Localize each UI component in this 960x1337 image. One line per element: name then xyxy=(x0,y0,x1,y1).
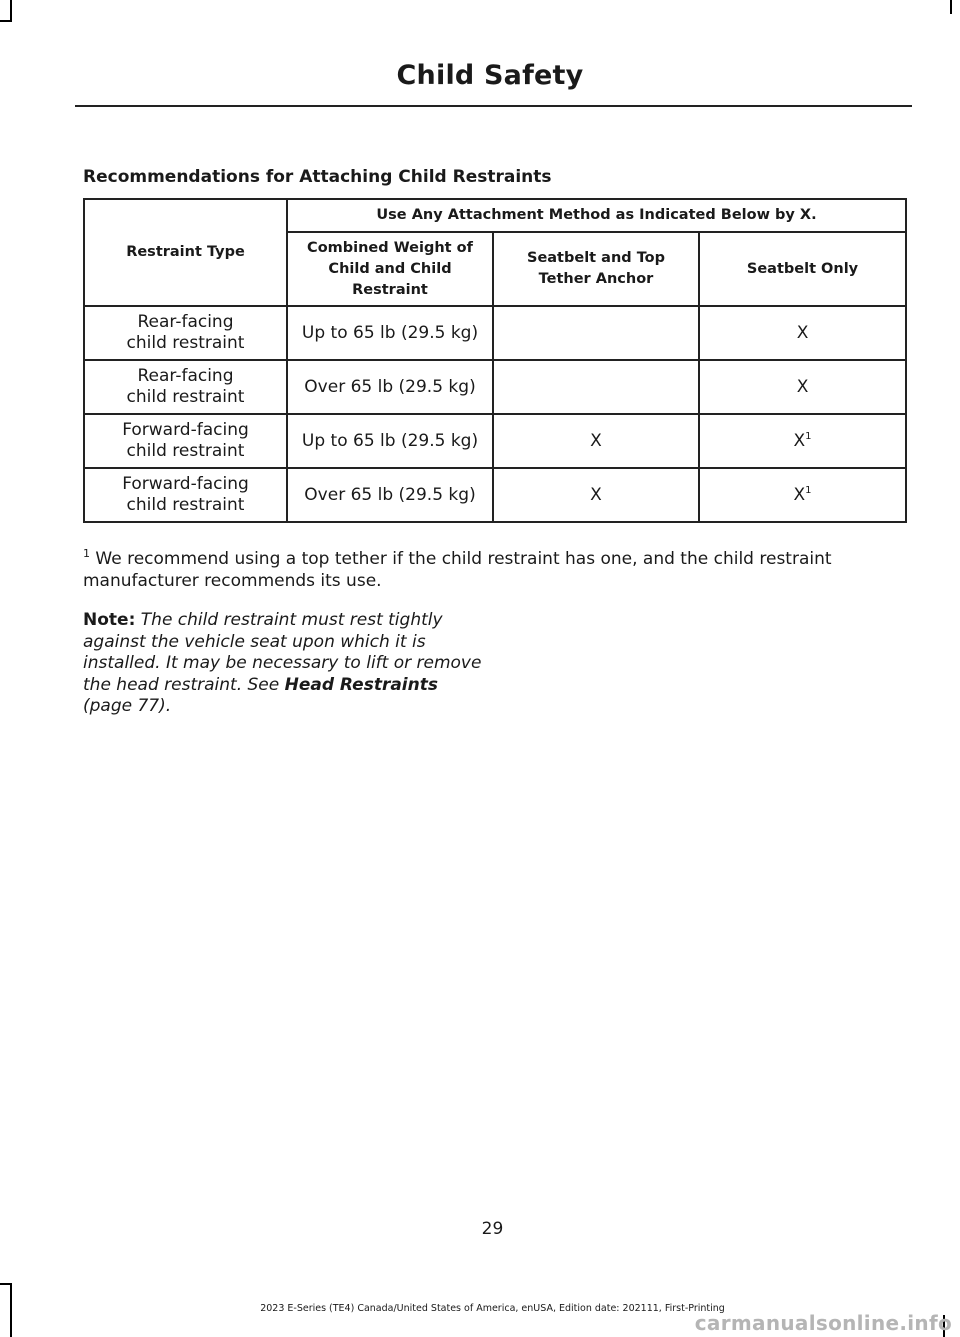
note-text: The child restraint must rest tightly against the vehicle seat upon which it is installed. It may be necessary to lift or remove the head restraint. See xyxy=(83,610,482,695)
cell-seatbelt-tether xyxy=(493,306,699,360)
table-row xyxy=(84,414,906,468)
note-label: Note: xyxy=(83,610,136,630)
cell-seatbelt-tether: X xyxy=(493,414,699,468)
table-header-row xyxy=(84,199,906,232)
footnote-marker: 1 xyxy=(83,547,90,560)
header-combined-weight: Combined Weight of Child and Child Restraint xyxy=(287,232,493,306)
cell-restraint-type: Rear-facing child restraint xyxy=(84,360,287,414)
cell-seatbelt-only xyxy=(699,306,906,360)
cell-seatbelt-only xyxy=(699,414,906,468)
page-header-title: Child Safety xyxy=(396,60,584,91)
header-restraint-type: Restraint Type xyxy=(84,199,287,306)
cell-weight: Up to 65 lb (29.5 kg) xyxy=(287,414,493,468)
edition-footer: 2023 E-Series (TE4) Canada/United States of America, enUSA, Edition date: 202111, First-Printing xyxy=(260,1303,725,1314)
cell-restraint-type: Forward-facing child restraint xyxy=(84,468,287,522)
table-row xyxy=(84,306,906,360)
table-footnote xyxy=(83,548,913,592)
cell-restraint-type: Forward-facing child restraint xyxy=(84,414,287,468)
table-row xyxy=(84,360,906,414)
cell-seatbelt-only xyxy=(699,360,906,414)
mark-x: X xyxy=(796,322,809,343)
footnote-text: We recommend using a top tether if the child restraint has one, and the child restraint manufacturer recommends its use. xyxy=(83,549,832,591)
table-row xyxy=(84,468,906,522)
cell-weight: Over 65 lb (29.5 kg) xyxy=(287,360,493,414)
cell-seatbelt-tether: X xyxy=(493,468,699,522)
page-number: 29 xyxy=(481,1219,504,1239)
note-paragraph xyxy=(83,610,483,718)
footnote-ref: 1 xyxy=(805,484,812,496)
header-attachment-method: Use Any Attachment Method as Indicated Below by X. xyxy=(287,199,906,232)
cross-reference-link[interactable]: Head Restraints xyxy=(284,674,438,695)
header-seatbelt-only: Seatbelt Only xyxy=(699,232,906,306)
cell-restraint-type: Rear-facing child restraint xyxy=(84,306,287,360)
cell-seatbelt-tether xyxy=(493,360,699,414)
header-seatbelt-tether: Seatbelt and Top Tether Anchor xyxy=(493,232,699,306)
mark-x: X xyxy=(793,484,806,505)
mark-x: X xyxy=(793,430,806,451)
cell-seatbelt-only xyxy=(699,468,906,522)
cell-weight: Up to 65 lb (29.5 kg) xyxy=(287,306,493,360)
cell-weight: Over 65 lb (29.5 kg) xyxy=(287,468,493,522)
crop-mark-top-left xyxy=(0,20,12,22)
crop-mark-top-left xyxy=(10,0,12,22)
section-heading: Recommendations for Attaching Child Restraints xyxy=(83,167,552,187)
crop-mark-top-right xyxy=(950,0,952,14)
mark-x: X xyxy=(796,376,809,397)
restraint-attachment-table xyxy=(83,198,907,523)
crop-mark-bottom-left xyxy=(0,1283,12,1285)
header-divider xyxy=(75,105,912,107)
cross-reference-page: (page 77). xyxy=(83,696,172,716)
footnote-ref: 1 xyxy=(805,430,812,442)
watermark: carmanualsonline.info xyxy=(694,1311,952,1335)
